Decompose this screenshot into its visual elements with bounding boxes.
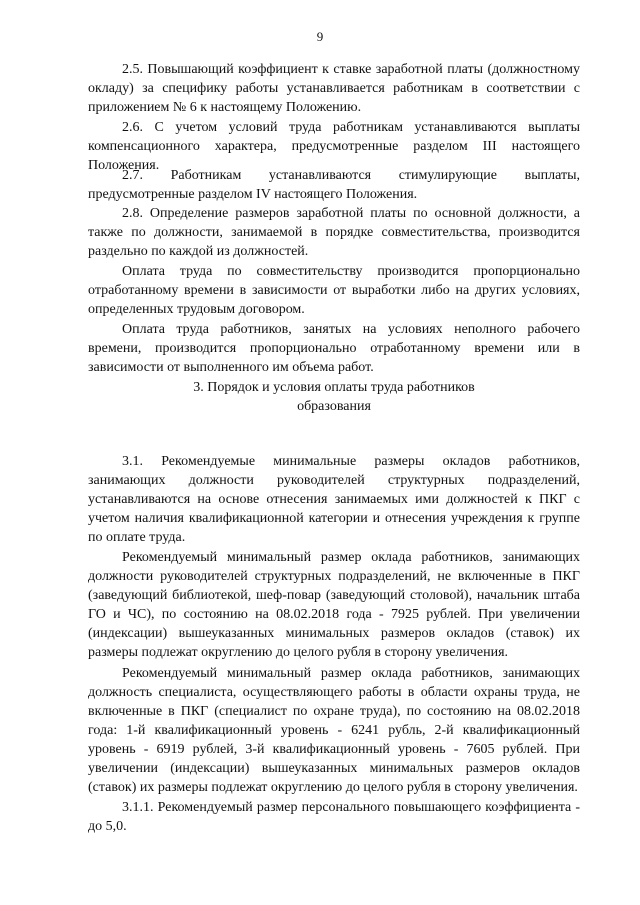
paragraph-2-6: 2.6. С учетом условий труда работникам устанавливаются выплаты компенсационного характера, предусмотренные разделом III настоящего Положения. — [88, 120, 580, 173]
section-heading-line-2: образования — [297, 399, 371, 414]
paragraph-min-salary-safety: Рекомендуемый минимальный размер оклада работников, занимающих должность специалиста, осуществляющего работы в области охраны труда, не включенные в ПКГ (специалист по охране труда), по состоянию на 08.02.2018 года: 1-й квалификационный уровень - 6241 рубль, 2-й квалификационный уровень - 6919 рублей, 3-й квалификационный уровень - 7605 рублей. При увеличении (индексации) вышеуказанных минимальных размеров окладов (ставок) их размеры подлежат округлению до целого рубля в сторону увеличения. — [88, 666, 580, 795]
paragraph-part-time: Оплата труда по совместительству производится пропорционально отработанному времени в зависимости от выработки либо на других условиях, определенных трудовым договором. — [88, 264, 580, 317]
page-number: 9 — [316, 29, 324, 44]
paragraph-min-salary-heads: Рекомендуемый минимальный размер оклада работников, занимающих должности руководителей структурных подразделений, не включенные в ПКГ (заведующий библиотекой, шеф-повар (заведующий столовой), начальник штаба ГО и ЧС), по состоянию на 08.02.2018 года - 7925 рублей. При увеличении (индексации) вышеуказанных минимальных размеров окладов (ставок) их размеры подлежат округлению до целого рубля в сторону увеличения. — [88, 550, 580, 660]
paragraph-3-1: 3.1. Рекомендуемые минимальные размеры окладов работников, занимающих должности руководителей структурных подразделений, устанавливаются на основе отнесения занимаемых ими должностей к ПКГ с учетом наличия квалификационной категории и отнесения учреждения к группе по оплате труда. — [88, 454, 580, 545]
section-heading-line-1: 3. Порядок и условия оплаты труда работников — [193, 380, 475, 395]
paragraph-3-1-1: 3.1.1. Рекомендуемый размер персонального повышающего коэффициента - до 5,0. — [88, 800, 580, 834]
paragraph-2-8: 2.8. Определение размеров заработной платы по основной должности, а также по должности, занимаемой в порядке совместительства, производится раздельно по каждой из должностей. — [88, 206, 580, 259]
paragraph-2-7: 2.7. Работникам устанавливаются стимулирующие выплаты, предусмотренные разделом IV настоящего Положения. — [88, 168, 580, 202]
paragraph-reduced-hours: Оплата труда работников, занятых на условиях неполного рабочего времени, производится пропорционально отработанному времени или в зависимости от выполненного им объема работ. — [88, 322, 580, 375]
paragraph-2-5: 2.5. Повышающий коэффициент к ставке заработной платы (должностному окладу) за специфику работы устанавливается работникам в соответствии с приложением № 6 к настоящему Положению. — [88, 62, 580, 115]
